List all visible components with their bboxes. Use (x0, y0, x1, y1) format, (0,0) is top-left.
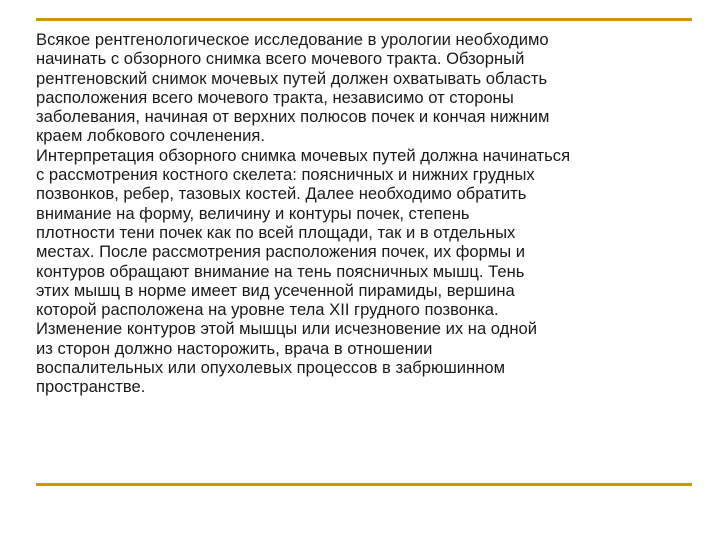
text-line: расположения всего мочевого тракта, независимо от стороны (36, 87, 514, 107)
text-line: Всякое рентгенологическое исследование в урологии необходимо (36, 30, 549, 49)
text-line: Интерпретация обзорного снимка мочевых путей должна начинаться (36, 145, 571, 165)
text-line: которой расположена на уровне тела XII грудного позвонка. (36, 300, 499, 320)
text-line: Изменение контуров этой мышцы или исчезновение их на одной (36, 319, 538, 339)
text-line: контуров обращают внимание на тень поясничных мышц. Тень (36, 261, 525, 281)
paragraph-xray-requirement (36, 30, 700, 146)
bottom-accent-rule (36, 483, 692, 486)
text-line: плотности тени почек как по всей площади, так и в отдельных (36, 222, 516, 242)
paragraph-interpretation (36, 146, 700, 397)
text-line: заболевания, начиная от верхних полюсов почек и кончая нижним (36, 107, 550, 127)
slide-text (36, 30, 700, 397)
text-line: начинать с обзорного снимка всего мочевого тракта. Обзорный (36, 49, 525, 69)
text-line: воспалительных или опухолевых процессов в забрюшинном (36, 358, 506, 378)
text-line: местах. После рассмотрения расположения почек, их формы и (36, 242, 526, 262)
text-line: краем лобкового сочленения. (36, 126, 265, 146)
text-line: этих мышц в норме имеет вид усеченной пирамиды, вершина (36, 280, 515, 300)
text-line: внимание на форму, величину и контуры почек, степень (36, 203, 470, 223)
text-line: из сторон должно насторожить, врача в отношении (36, 338, 433, 358)
text-line: пространстве. (36, 377, 146, 397)
text-line: позвонков, ребер, тазовых костей. Далее необходимо обратить (36, 184, 527, 204)
top-accent-rule (36, 18, 692, 21)
text-line: с рассмотрения костного скелета: поясничных и нижних грудных (36, 165, 535, 185)
text-line: рентгеновский снимок мочевых путей должен охватывать область (36, 68, 548, 88)
